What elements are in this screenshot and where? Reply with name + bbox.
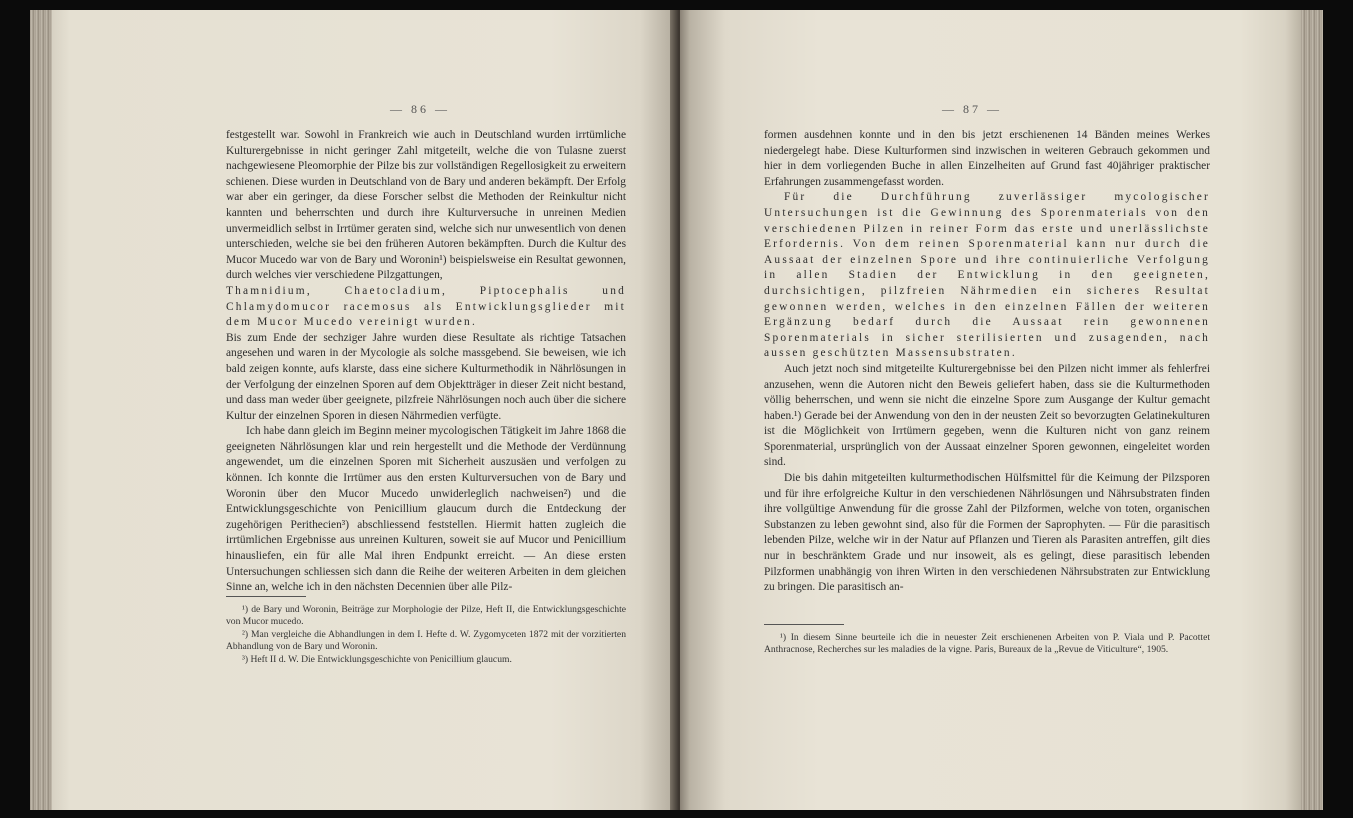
open-book [30,10,1323,810]
left-page-number: — 86 — [390,102,450,116]
left-page-edges [30,10,52,810]
left-paragraph-3: Bis zum Ende der sechziger Jahre wurden diese Resultate als richtige Tatsachen angesehen und waren in der Mycologie als solche massgebend. Sie beweisen, wie ich bald zeigen konnte, aufs klarste, dass eine sichere Kulturmethodik in Nährlösungen in der Verfolgung der einzelnen Sporen auf dem Objektträger in dieser Zeit nicht bestand, und dass man weder über geeignete, pilzfreie Nährlösungen noch auch über die sichere Kultur der einzelnen Sporen in diesen Nährmedien verfügte. [226,331,626,422]
right-page-number: — 87 — [942,102,1002,116]
left-paragraph-2: Thamnidium, Chaetocladium, Piptocephalis und Chlamydomucor racemosus als Entwicklungsglieder mit dem Mucor Mucedo vereinigt wurden. [226,284,626,329]
left-page-body [226,128,626,596]
left-footnotes [226,604,626,666]
left-paragraph-1: festgestellt war. Sowohl in Frankreich wie auch in Deutschland wurden irrtümliche Kulturergebnisse in nicht geringer Zahl mitgeteilt, welche die von Tulasne zuerst nachgewiesene Pleomorphie der Pilze bis zur vollständigen Regellosigkeit zu erweitern schienen. Diese wurden in Deutschland von de Bary und anderen bekämpft. Der Erfolg war aber ein geringer, da diese Forscher selbst die Methoden der Reinkultur nicht kannten und beherrschten und durch ihre Kulturversuche in unreinen Medien unvermeidlich selbst in Irrtümer geraten sind, welche sich nur unwesentlich von denen unterschieden, welche sie bei den früheren Autoren bekämpften. Durch die Kultur des Mucor Mucedo war von de Bary und Woronin¹) beispielsweise ein Resultat gewonnen, durch welches vier verschiedene Pilzgattungen, [226,129,626,282]
left-footnote-2: ²) Man vergleiche die Abhandlungen in dem I. Hefte d. W. Zygomyceten 1872 mit der vorzitierten Abhandlung von de Bary und Woronin. [226,628,626,653]
right-paragraph-3: Auch jetzt noch sind mitgeteilte Kulturergebnisse bei den Pilzen nicht immer als fehlerfrei anzusehen, wenn die Autoren nicht den Beweis geliefert haben, dass sie die Kulturmethoden völlig beherrschen, und wenn sie nicht die einzelne Spore zum Ausgange der Kultur gemacht haben.¹) Gerade bei der Anwendung von den in der neusten Zeit so bevorzugten Gelatinekulturen ist die Möglichkeit von Irrtümern gegeben, wenn die Kulturen nicht von ganz reinem Sporenmaterial, ursprünglich von der Aussaat einzelner Sporen gewonnen, eingeleitet worden sind. [764,362,1210,469]
left-footnote-3: ³) Heft II d. W. Die Entwicklungsgeschichte von Penicillium glaucum. [242,653,512,665]
right-page-body [764,128,1210,596]
right-paragraph-2: Für die Durchführung zuverlässiger mycologischer Untersuchungen ist die Gewinnung des Sporenmaterials von den verschiedenen Pilzen in reiner Form das erste und unerlässlichste Erfordernis. Von dem reinen Sporenmaterial kann nur durch die Aussaat der einzelnen Spore und ihre continuierliche Verfolgung in allen Stadien der Entwicklung in den geeigneten, durchsichtigen, pilzfreien Nährmedien ein sicheres Resultat gewonnen werden, welches in den einzelnen Fällen der weiteren Ergänzung bedarf durch die Aussaat rein gewonnenen Sporenmaterials in sicher sterilisierten und zusagenden, nach aussen geschützten Massensubstraten. [764,191,1210,360]
left-footnote-1: ¹) de Bary und Woronin, Beiträge zur Morphologie der Pilze, Heft II, die Entwicklungsgeschichte von Mucor mucedo. [226,604,626,628]
right-page-edges [1301,10,1323,810]
right-footnotes [764,632,1210,657]
right-paragraph-1: formen ausdehnen konnte und in den bis jetzt erschienenen 14 Bänden meines Werkes niedergelegt habe. Diese Kulturformen sind inzwischen in weiteren Gebrauch gekommen und hier in dem vorliegenden Buche in allen Einzelheiten auf Grund fast 40jähriger praktischer Erfahrungen zusammengefasst worden. [764,129,1210,188]
left-page [30,10,678,810]
left-paragraph-4: Ich habe dann gleich im Beginn meiner mycologischen Tätigkeit im Jahre 1868 die geeigneten Nährlösungen klar und rein hergestellt und die Methode der Verdünnung angewendet, um die einzelnen Sporen mit Sicherheit auszusäen und verfolgen zu können. Ich konnte die Irrtümer aus den ersten Kulturversuchen von de Bary und Woronin über den Mucor Mucedo unwiderleglich nachweisen²) und die Entwicklungsgeschichte von Penicillium glaucum durch die Entdeckung der zugehörigen Perithecien³) abschliessend feststellen. Hiermit hatten zugleich die irrtümlichen Ergebnisse aus unreinen Kulturen, soweit sie auf Mucor und Penicillium hinausliefen, ein für alle Mal ihren Endpunkt erreicht. — An diese ersten Untersuchungen schliessen sich dann die Reihe der weiteren Arbeiten in dem gleichen Sinne an, welche ich in den nächsten Decennien über alle Pilz- [226,425,626,594]
left-footnote-rule [226,596,306,597]
right-footnote-rule [764,624,844,625]
right-page [680,10,1323,810]
right-paragraph-4: Die bis dahin mitgeteilten kulturmethodischen Hülfsmittel für die Keimung der Pilzsporen und für ihre erfolgreiche Kultur in den verschiedenen Nährlösungen und Nährsubstraten finden ihre vollgültige Anwendung für die grosse Zahl der Pilzformen, welche von toten, organischen Substanzen zu leben gewohnt sind, also für die Formen der Saprophyten. — Für die parasitisch lebenden Pilze, welche wir in der Natur auf Pflanzen und Tieren als Parasiten antreffen, gilt dies nur in beschränktem Grade und nur insoweit, als es gelingt, diese parasitisch lebenden Pilzformen unabhängig von ihren Wirten in den verschiedenen Nährsubstraten zur Entwicklung zu bringen. Die parasitisch an- [764,472,1210,594]
right-footnote-1: ¹) In diesem Sinne beurteile ich die in neuester Zeit erschienenen Arbeiten von P. Viala und P. Pacottet Anthracnose, Recherches sur les maladies de la vigne. Paris, Bureaux de la „Revue de Viticulture“, 1905. [764,632,1210,656]
